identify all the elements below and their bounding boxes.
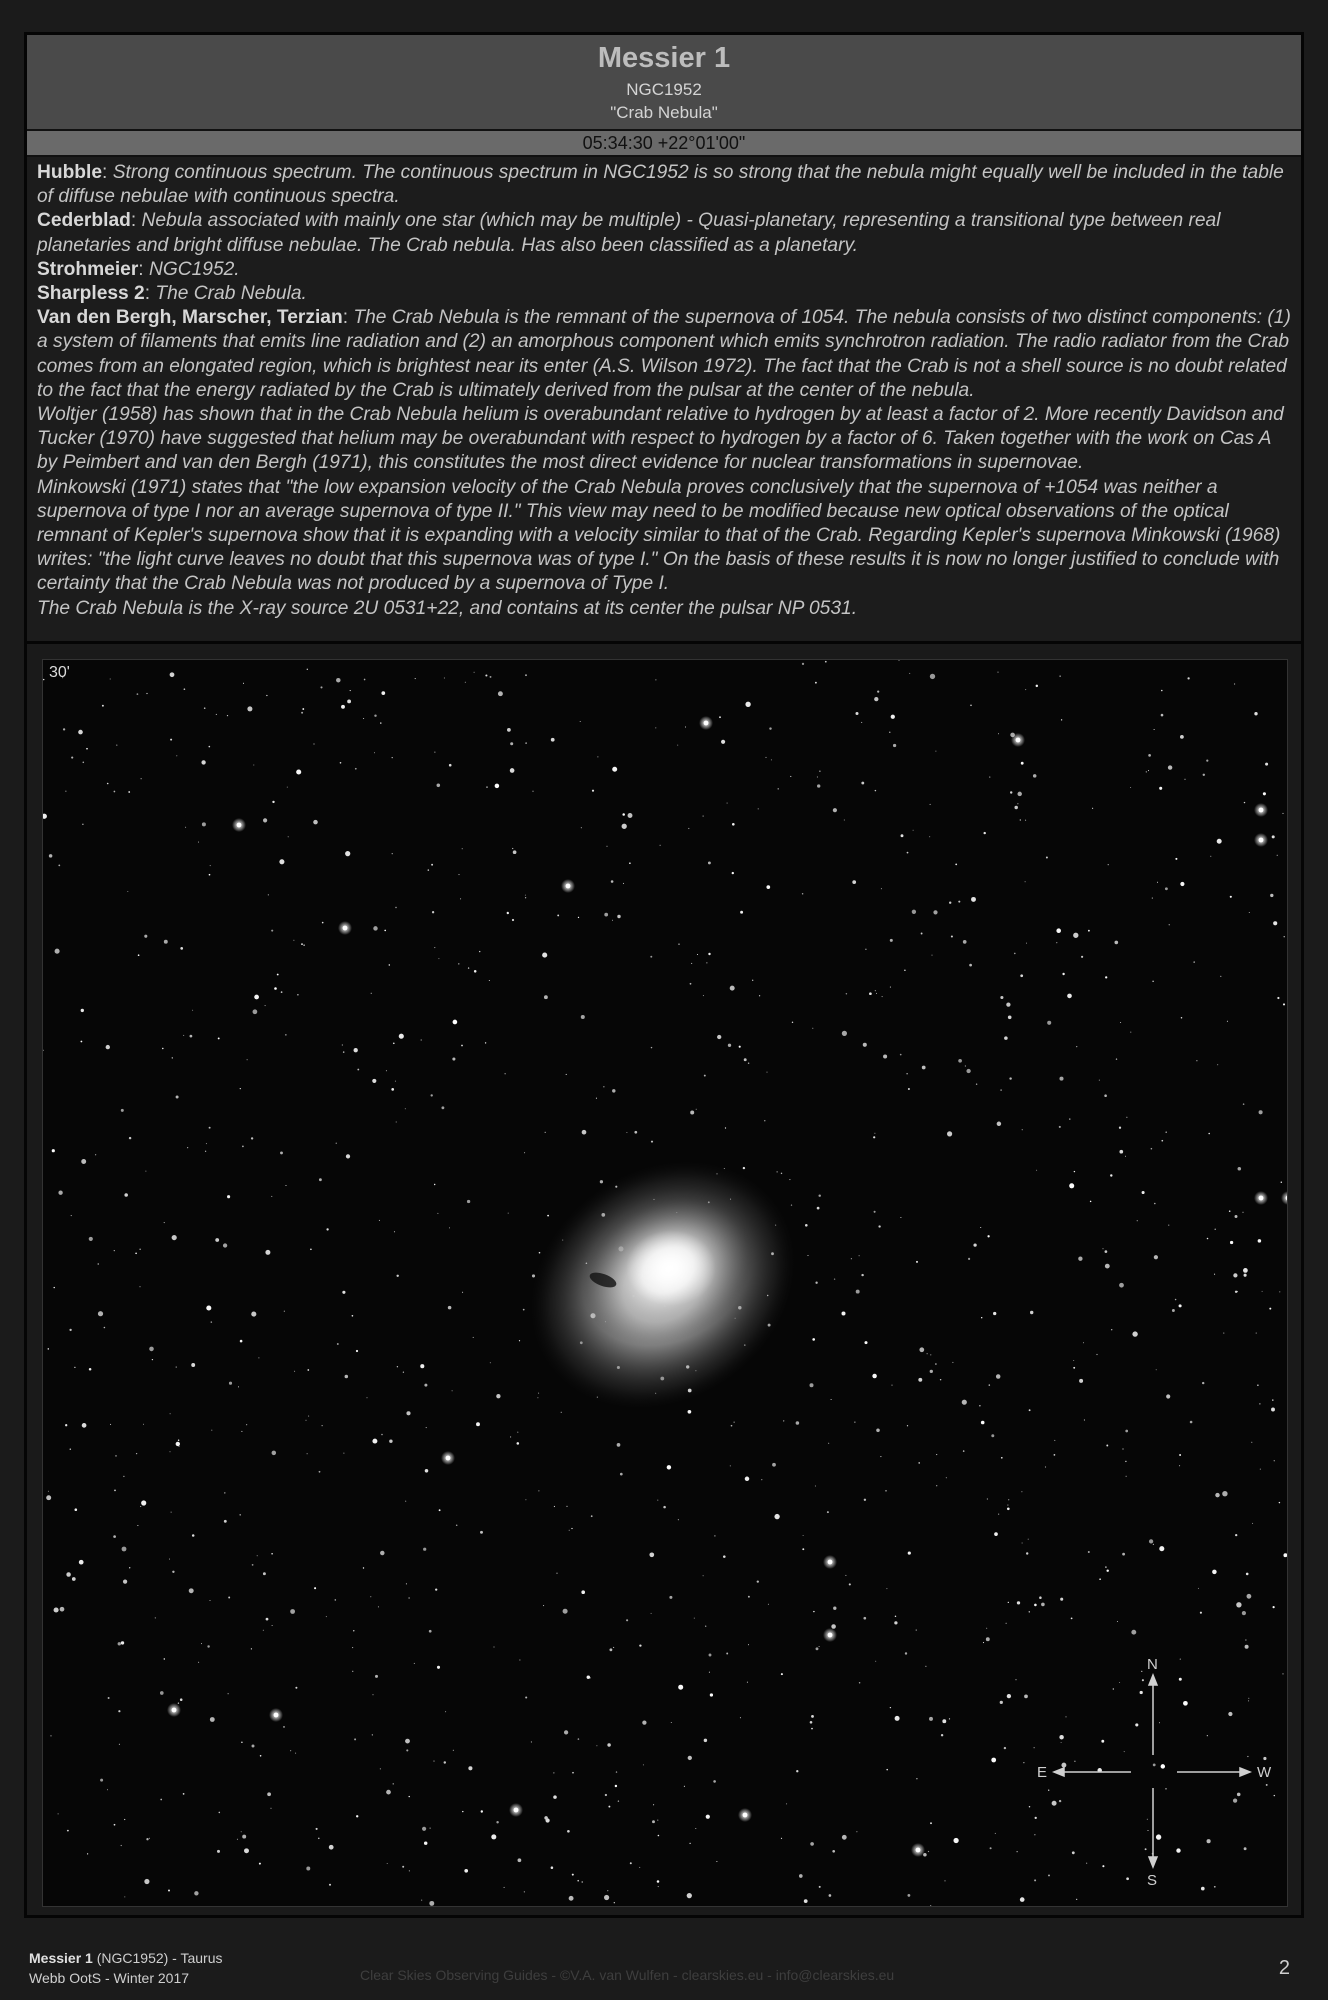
description-text: Woltjer (1958) has shown that in the Crab Nebula helium is overabundant relative to hydrogen by at least a factor of 2. More recently Davidson and Tucker (1970) have suggested that helium may be overabundant with respect to hydrogen by a factor of 6. Taken together with the work on Cas A by Peimbert and van den Bergh (1971), this constitutes the most direct evidence for nuclear transformations in supernovae. [37,404,1284,474]
description-paragraph: Hubble: Strong continuous spectrum. The continuous spectrum in NGC1952 is so strong that the nebula might equally well be included in the table of diffuse nebulae with continuous spectra. [37,162,1284,208]
description-text: The Crab Nebula. [155,283,307,305]
description-text: Strong continuous spectrum. The continuous spectrum in NGC1952 is so strong that the nebula might equally well be included in the table of diffuse nebulae with continuous spectra. [37,162,1284,208]
common-name: "Crab Nebula" [610,103,718,122]
scale-label: 30' [49,664,70,681]
object-header [27,35,1301,131]
south-label: S [1147,1872,1158,1889]
source-name: Hubble [37,162,103,183]
footer-object-detail: (NGC1952) - Taurus [92,1950,223,1966]
footer-credits: Clear Skies Observing Guides - ©V.A. van Wulfen - clearskies.eu - info@clearskies.eu [360,1967,895,1983]
footer-object-name: Messier 1 [29,1950,93,1966]
source-name: Sharpless 2 [37,283,145,305]
page-frame [24,32,1304,1918]
description-paragraph: Sharpless 2: The Crab Nebula. [37,283,307,305]
star-field-image [42,659,1288,1907]
description-text: Minkowski (1971) states that "the low expansion velocity of the Crab Nebula proves conclusively that the supernova of +1054 was neither a supernova of type I nor an average supernova of type II." This view may need to be modified because new optical observations of the optical remnant of Kepler's supernova show that it is expanding with a velocity similar to that of the Crab. Regarding Kepler's supernova Minkowski (1968) writes: "the light curve leaves no doubt that this supernova was of type I." On the basis of these results it is now no longer justified to conclude with certainty that the Crab Nebula was not produced by a supernova of Type I. [37,476,1281,595]
page-number: 2 [1278,1957,1290,1979]
description-paragraph: Van den Bergh, Marscher, Terzian: The Crab Nebula is the remnant of the supernova of 1054. The nebula consists of two distinct components: (1) a system of filaments that emits line radiation and (2) an amorphous component which emits synchrotron radiation. The radio radiator from the Crab comes from an elongated region, which is brightest near its enter (A.S. Wilson 1972). The fact that the Crab is not a shell source is no doubt related to the fact that the energy radiated by the Crab is ultimately derived from the pulsar at the center of the nebula. [37,307,1291,401]
description-paragraph [37,476,1291,597]
star-field-photo [43,660,1287,1906]
north-label: N [1147,1656,1158,1673]
footer-info [29,1948,223,1988]
footer-guide: Webb OotS - Winter 2017 [29,1970,190,1986]
source-name: Strohmeier [37,258,139,280]
description-paragraph [37,597,1291,621]
coordinates-bar: 05:34:30 +22°01'00" [27,131,1301,157]
description-paragraph: Cederblad: Nebula associated with mainly one star (which may be multiple) - Quasi-planetary, representing a transitional type between real planetaries and bright diffuse nebulae. The Crab nebula. Has also been classified as a planetary. [37,210,1221,256]
catalog-designation: NGC1952 [626,80,702,99]
description-paragraph [37,403,1291,476]
east-label: E [1037,1764,1048,1781]
west-label: W [1257,1764,1272,1781]
description-paragraph: Strohmeier: NGC1952. [37,258,240,280]
source-name: Van den Bergh, Marscher, Terzian [37,307,343,329]
description-panel [27,157,1301,644]
object-title: Messier 1 [597,42,731,74]
source-name: Cederblad [37,210,131,232]
description-text: NGC1952. [148,258,240,280]
description-text: The Crab Nebula is the X-ray source 2U 0531+22, and contains at its center the pulsar NP 0531. [37,597,858,619]
description-text: Nebula associated with mainly one star (which may be multiple) - Quasi-planetary, representing a transitional type between real planetaries and bright diffuse nebulae. The Crab nebula. Has also been classified as a planetary. [37,210,1221,256]
description-text: The Crab Nebula is the remnant of the supernova of 1054. The nebula consists of two distinct components: (1) a system of filaments that emits line radiation and (2) an amorphous component which emits synchrotron radiation. The radio radiator from the Crab comes from an elongated region, which is brightest near its enter (A.S. Wilson 1972). The fact that the Crab is not a shell source is no doubt related to the fact that the energy radiated by the Crab is ultimately derived from the pulsar at the center of the nebula. [37,307,1291,401]
